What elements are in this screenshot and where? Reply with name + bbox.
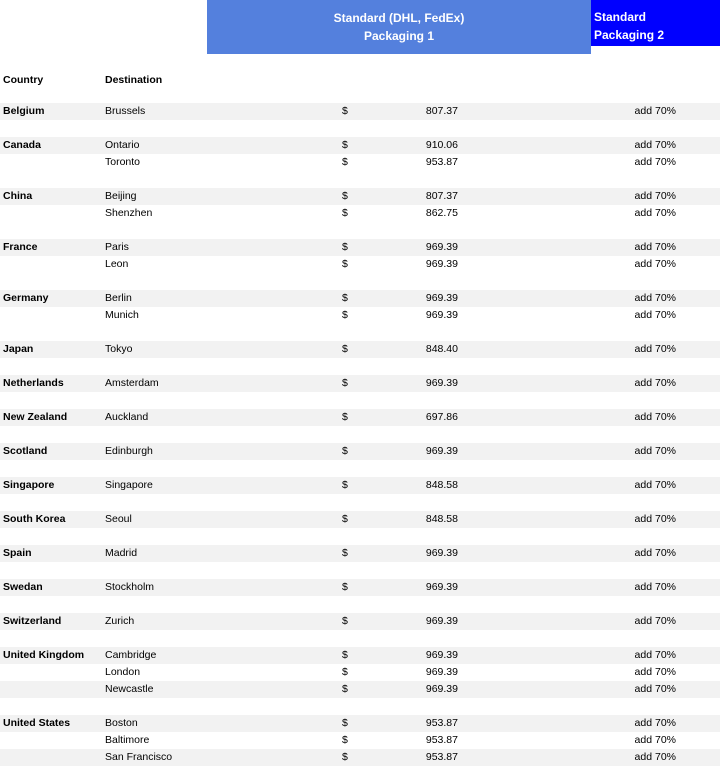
separator-row bbox=[0, 358, 720, 375]
destination-cell: San Francisco bbox=[105, 751, 173, 763]
packaging-2-cell: add 70% bbox=[634, 241, 676, 253]
amount-cell: 969.39 bbox=[425, 581, 458, 593]
country-cell: Swedan bbox=[3, 581, 43, 593]
country-cell: Japan bbox=[3, 343, 34, 355]
packaging-2-cell: add 70% bbox=[634, 377, 676, 389]
currency-cell: $ bbox=[342, 207, 348, 219]
amount-cell: 969.39 bbox=[425, 377, 458, 389]
packaging-2-cell: add 70% bbox=[634, 615, 676, 627]
currency-cell: $ bbox=[342, 411, 348, 423]
packaging-2-cell: add 70% bbox=[634, 343, 676, 355]
separator-row bbox=[0, 698, 720, 715]
amount-cell: 969.39 bbox=[425, 292, 458, 304]
currency-cell: $ bbox=[342, 445, 348, 457]
destination-cell: Ontario bbox=[105, 139, 140, 151]
packaging-2-cell: add 70% bbox=[634, 649, 676, 661]
country-cell: United Kingdom bbox=[3, 649, 85, 661]
table-row bbox=[0, 579, 720, 596]
separator-row bbox=[0, 528, 720, 545]
amount-cell: 969.39 bbox=[425, 241, 458, 253]
destination-cell: Beijing bbox=[105, 190, 137, 202]
separator-row bbox=[0, 630, 720, 647]
currency-cell: $ bbox=[342, 292, 348, 304]
table-row bbox=[0, 732, 720, 749]
table-row bbox=[0, 477, 720, 494]
packaging-2-header-line1: Standard bbox=[594, 10, 647, 24]
amount-cell: 969.39 bbox=[425, 615, 458, 627]
amount-cell: 910.06 bbox=[425, 139, 458, 151]
separator-row bbox=[0, 494, 720, 511]
table-row bbox=[0, 664, 720, 681]
packaging-2-cell: add 70% bbox=[634, 309, 676, 321]
table-row bbox=[0, 511, 720, 528]
destination-cell: Shenzhen bbox=[105, 207, 153, 219]
packaging-2-cell: add 70% bbox=[634, 105, 676, 117]
destination-cell: Berlin bbox=[105, 292, 132, 304]
packaging-2-cell: add 70% bbox=[634, 513, 676, 525]
destination-cell: Boston bbox=[105, 717, 138, 729]
separator-row bbox=[0, 273, 720, 290]
separator-row bbox=[0, 562, 720, 579]
packaging-2-cell: add 70% bbox=[634, 156, 676, 168]
amount-cell: 807.37 bbox=[425, 105, 458, 117]
amount-cell: 969.39 bbox=[425, 666, 458, 678]
currency-cell: $ bbox=[342, 241, 348, 253]
separator-row bbox=[0, 426, 720, 443]
table-row bbox=[0, 715, 720, 732]
destination-cell: Zurich bbox=[105, 615, 135, 627]
table-row bbox=[0, 681, 720, 698]
separator-row bbox=[0, 460, 720, 477]
currency-cell: $ bbox=[342, 615, 348, 627]
amount-cell: 848.40 bbox=[425, 343, 458, 355]
separator-row bbox=[0, 120, 720, 137]
country-cell: Switzerland bbox=[3, 615, 62, 627]
separator-row bbox=[0, 222, 720, 239]
country-cell: France bbox=[3, 241, 38, 253]
amount-cell: 969.39 bbox=[425, 258, 458, 270]
destination-cell: Seoul bbox=[105, 513, 132, 525]
country-cell: South Korea bbox=[3, 513, 66, 525]
currency-cell: $ bbox=[342, 258, 348, 270]
country-cell: United States bbox=[3, 717, 71, 729]
destination-cell: Madrid bbox=[105, 547, 138, 559]
currency-cell: $ bbox=[342, 666, 348, 678]
table-row bbox=[0, 409, 720, 426]
table-row bbox=[0, 749, 720, 766]
amount-cell: 969.39 bbox=[425, 649, 458, 661]
table-row bbox=[0, 290, 720, 307]
currency-cell: $ bbox=[342, 156, 348, 168]
destination-cell: Amsterdam bbox=[105, 377, 159, 389]
amount-cell: 953.87 bbox=[425, 734, 458, 746]
packaging-2-cell: add 70% bbox=[634, 547, 676, 559]
table-row bbox=[0, 205, 720, 222]
currency-cell: $ bbox=[342, 581, 348, 593]
table-row bbox=[0, 256, 720, 273]
country-cell: Germany bbox=[3, 292, 49, 304]
table-row bbox=[0, 545, 720, 562]
currency-cell: $ bbox=[342, 139, 348, 151]
country-cell: China bbox=[3, 190, 33, 202]
packaging-2-cell: add 70% bbox=[634, 717, 676, 729]
currency-cell: $ bbox=[342, 513, 348, 525]
separator-row bbox=[0, 324, 720, 341]
amount-cell: 969.39 bbox=[425, 309, 458, 321]
packaging-2-cell: add 70% bbox=[634, 258, 676, 270]
destination-cell: London bbox=[105, 666, 141, 678]
amount-cell: 848.58 bbox=[425, 479, 458, 491]
currency-cell: $ bbox=[342, 190, 348, 202]
destination-column-header: Destination bbox=[105, 74, 163, 86]
packaging-2-cell: add 70% bbox=[634, 292, 676, 304]
destination-cell: Paris bbox=[105, 241, 129, 253]
packaging-2-header bbox=[591, 0, 720, 46]
destination-cell: Singapore bbox=[105, 479, 153, 491]
separator-row bbox=[0, 171, 720, 188]
destination-cell: Baltimore bbox=[105, 734, 150, 746]
destination-cell: Tokyo bbox=[105, 343, 133, 355]
amount-cell: 969.39 bbox=[425, 445, 458, 457]
separator-row bbox=[0, 392, 720, 409]
country-cell: Singapore bbox=[3, 479, 55, 491]
country-cell: Canada bbox=[3, 139, 41, 151]
table-row bbox=[0, 341, 720, 358]
packaging-1-header-line2: Packaging 1 bbox=[363, 29, 435, 43]
table-row bbox=[0, 375, 720, 392]
currency-cell: $ bbox=[342, 734, 348, 746]
currency-cell: $ bbox=[342, 105, 348, 117]
separator-row bbox=[0, 596, 720, 613]
packaging-2-cell: add 70% bbox=[634, 445, 676, 457]
destination-cell: Cambridge bbox=[105, 649, 157, 661]
currency-cell: $ bbox=[342, 343, 348, 355]
packaging-1-header-line1: Standard (DHL, FedEx) bbox=[333, 11, 465, 25]
amount-cell: 953.87 bbox=[425, 717, 458, 729]
destination-cell: Edinburgh bbox=[105, 445, 153, 457]
currency-cell: $ bbox=[342, 683, 348, 695]
destination-cell: Brussels bbox=[105, 105, 146, 117]
packaging-2-cell: add 70% bbox=[634, 190, 676, 202]
country-cell: New Zealand bbox=[3, 411, 68, 423]
currency-cell: $ bbox=[342, 479, 348, 491]
packaging-2-cell: add 70% bbox=[634, 207, 676, 219]
packaging-2-cell: add 70% bbox=[634, 666, 676, 678]
table-row bbox=[0, 307, 720, 324]
amount-cell: 969.39 bbox=[425, 547, 458, 559]
shipping-rate-table bbox=[0, 103, 720, 766]
country-cell: Spain bbox=[3, 547, 32, 559]
packaging-2-cell: add 70% bbox=[634, 479, 676, 491]
country-column-header: Country bbox=[3, 74, 44, 86]
destination-cell: Munich bbox=[105, 309, 139, 321]
packaging-2-cell: add 70% bbox=[634, 751, 676, 763]
amount-cell: 969.39 bbox=[425, 683, 458, 695]
amount-cell: 953.87 bbox=[425, 156, 458, 168]
packaging-2-cell: add 70% bbox=[634, 734, 676, 746]
table-row bbox=[0, 188, 720, 205]
currency-cell: $ bbox=[342, 547, 348, 559]
amount-cell: 697.86 bbox=[425, 411, 458, 423]
amount-cell: 953.87 bbox=[425, 751, 458, 763]
country-cell: Belgium bbox=[3, 105, 45, 117]
table-row bbox=[0, 239, 720, 256]
destination-cell: Leon bbox=[105, 258, 129, 270]
amount-cell: 848.58 bbox=[425, 513, 458, 525]
amount-cell: 862.75 bbox=[425, 207, 458, 219]
table-row bbox=[0, 613, 720, 630]
country-cell: Netherlands bbox=[3, 377, 64, 389]
table-row bbox=[0, 154, 720, 171]
packaging-2-cell: add 70% bbox=[634, 683, 676, 695]
packaging-2-cell: add 70% bbox=[634, 411, 676, 423]
packaging-2-cell: add 70% bbox=[634, 139, 676, 151]
table-row bbox=[0, 103, 720, 120]
packaging-2-cell: add 70% bbox=[634, 581, 676, 593]
packaging-2-header-line2: Packaging 2 bbox=[594, 28, 665, 42]
destination-cell: Newcastle bbox=[105, 683, 154, 695]
currency-cell: $ bbox=[342, 309, 348, 321]
currency-cell: $ bbox=[342, 751, 348, 763]
currency-cell: $ bbox=[342, 377, 348, 389]
table-row bbox=[0, 647, 720, 664]
amount-cell: 807.37 bbox=[425, 190, 458, 202]
destination-cell: Stockholm bbox=[105, 581, 155, 593]
country-cell: Scotland bbox=[3, 445, 48, 457]
currency-cell: $ bbox=[342, 717, 348, 729]
destination-cell: Auckland bbox=[105, 411, 149, 423]
destination-cell: Toronto bbox=[105, 156, 141, 168]
currency-cell: $ bbox=[342, 649, 348, 661]
packaging-1-header bbox=[207, 0, 591, 54]
table-row bbox=[0, 137, 720, 154]
table-row bbox=[0, 443, 720, 460]
